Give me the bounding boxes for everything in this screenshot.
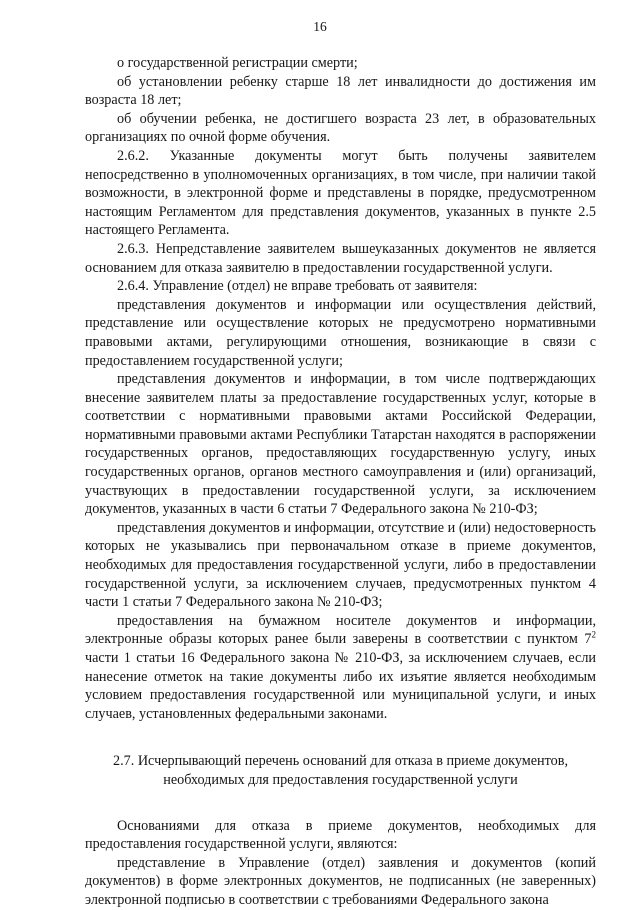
paragraph-2-6-2: 2.6.2. Указанные документы могут быть получены заявителем непосредственно в уполномоченных организациях, в том числе, при наличии такой возможности, в электронной форме и представлены в порядке, предусмотренном настоящим Регламентом для представления документов, указанных в пункте 2.5 настоящего Регламента. [85, 147, 596, 239]
text-part: предоставления на бумажном носителе документов и информации, электронные образы которых ранее были заверены в соответствии с пунктом 7 [85, 612, 596, 648]
paragraph: представления документов и информации, отсутствие и (или) недостоверность которых не указывались при первоначальном отказе в приеме документов, необходимых для предоставления государственной услуги, либо в предоставлении государственной услуги, за исключением случаев, предусмотренных пунктом 4 части 1 статьи 7 Федерального закона № 210-ФЗ; [85, 519, 596, 611]
paragraph: об обучении ребенка, не достигшего возраста 23 лет, в образовательных организациях по очной форме обучения. [85, 110, 596, 146]
paragraph: о государственной регистрации смерти; [117, 55, 358, 71]
paragraph-2-6-4: 2.6.4. Управление (отдел) не вправе требовать от заявителя: [117, 278, 478, 295]
section-heading-line-1: 2.7. Исчерпывающий перечень оснований для отказа в приеме документов, [112, 753, 568, 770]
text-part: части 1 статьи 16 Федерального закона № 210-ФЗ, за исключением случаев, если нанесение отметок на такие документы либо их изъятие является необходимым условием предоставления государственной или муниципальной услуги, и иных случаев, установленных федеральными законами. [85, 650, 596, 722]
section-heading [85, 752, 596, 789]
paragraph: представления документов и информации или осуществления действий, представление или осуществление которых не предусмотрено нормативными правовыми актами, регулирующими отношения, возникающие в связи с предоставлением государственной услуги; [85, 296, 596, 369]
section-heading-line-2: необходимых для предоставления государственной услуги [163, 771, 518, 788]
paragraph: представление в Управление (отдел) заявления и документов (копий документов) в форме электронных документов, не подписанных (не заверенных) электронной подписью в соответствии с требованиями Федерального закона [85, 854, 596, 908]
superscript: 2 [591, 629, 596, 640]
document-body [85, 54, 596, 910]
paragraph: Основаниями для отказа в приеме документов, необходимых для предоставления государственной услуги, являются: [85, 817, 596, 853]
paragraph-electronic-images [85, 612, 596, 724]
page-number: 16 [313, 19, 327, 34]
paragraph-2-6-3: 2.6.3. Непредставление заявителем вышеуказанных документов не является основанием для отказа заявителю в предоставлении государственной услуги. [85, 240, 596, 276]
paragraph: представления документов и информации, в том числе подтверждающих внесение заявителем платы за предоставление государственных услуг, которые в соответствии с нормативными правовыми актами Российской Федерации, нормативными правовыми актами Республики Татарстан находятся в распоряжении государственных органов, предоставляющих государственную услугу, иных государственных органов, органов местного самоуправления и (или) организаций, участвующих в предоставлении государственной услуги, за исключением документов, указанных в части 6 статьи 7 Федерального закона № 210-ФЗ; [85, 371, 596, 518]
paragraph: об установлении ребенку старше 18 лет инвалидности до достижения им возраста 18 лет; [85, 73, 596, 109]
